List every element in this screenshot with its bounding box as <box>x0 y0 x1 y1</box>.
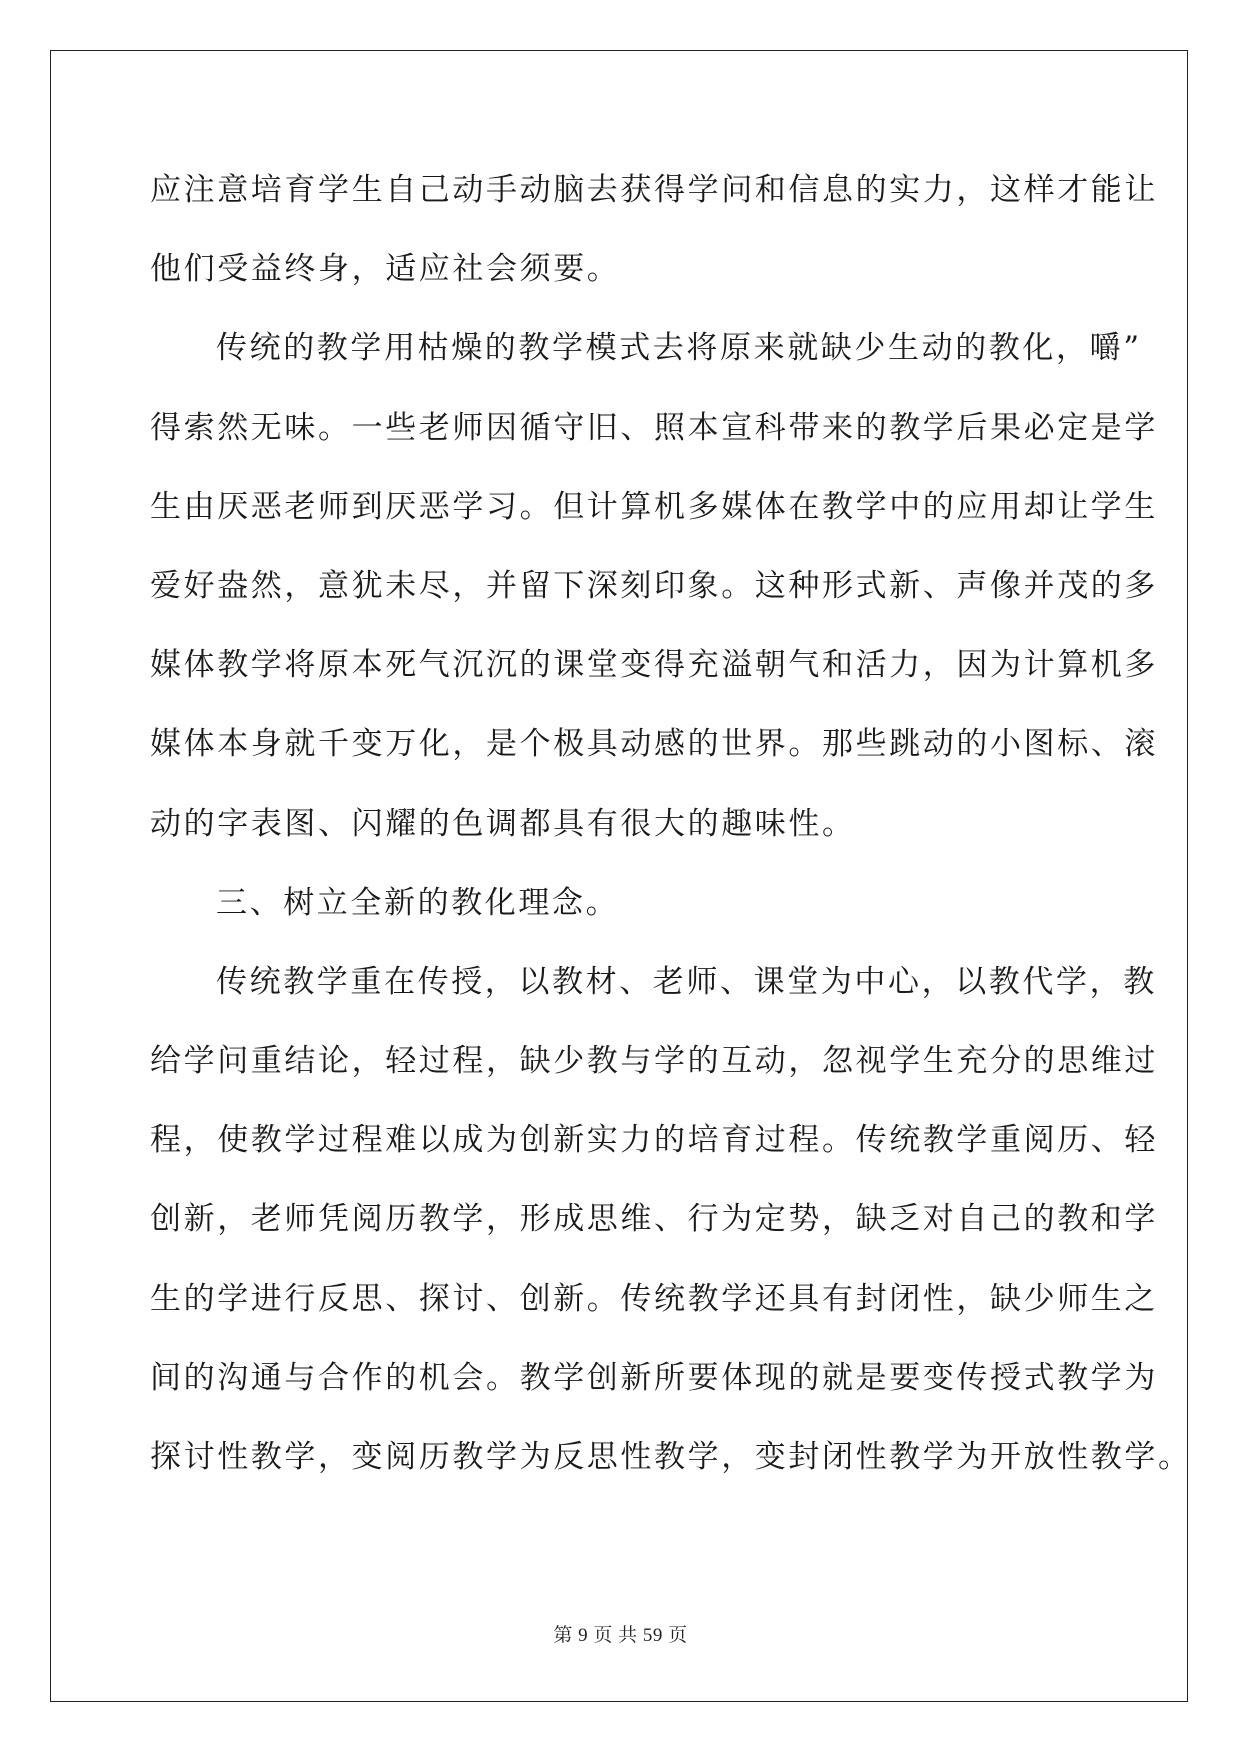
body-text <box>150 160 1192 1506</box>
text-line: 程，使教学过程难以成为创新实力的培育过程。传统教学重阅历、轻 <box>150 1122 1158 1159</box>
text-line: 传统教学重在传授，以教材、老师、课堂为中心，以教代学，教 <box>216 963 1157 1000</box>
text-line: 爱好盎然，意犹未尽，并留下深刻印象。这种形式新、声像并茂的多 <box>150 567 1158 604</box>
section-heading: 三、树立全新的教化理念。 <box>216 884 620 921</box>
text-line: 得索然无味。一些老师因循守旧、照本宣科带来的教学后果必定是学 <box>150 409 1158 446</box>
text-line: 探讨性教学，变阅历教学为反思性教学，变封闭性教学为开放性教学。 <box>150 1439 1192 1475</box>
text-line: 给学问重结论，轻过程，缺少教与学的互动，忽视学生充分的思维过 <box>150 1043 1158 1080</box>
text-line: 动的字表图、闪耀的色调都具有很大的趣味性。 <box>150 805 856 842</box>
text-line: 媒体本身就千变万化，是个极具动感的世界。那些跳动的小图标、滚 <box>150 726 1158 763</box>
page-number: 第 9 页 共 59 页 <box>553 1625 688 1646</box>
text-line: 创新，老师凭阅历教学，形成思维、行为定势，缺乏对自己的教和学 <box>150 1201 1158 1238</box>
text-line: 应注意培育学生自己动手动脑去获得学问和信息的实力，这样才能让 <box>150 172 1158 208</box>
text-line: 他们受益终身，适应社会须要。 <box>150 251 621 288</box>
text-line: 传统的教学用枯燥的教学模式去将原来就缺少生动的教化，嚼” <box>216 330 1142 367</box>
text-line: 间的沟通与合作的机会。教学创新所要体现的就是要变传授式教学为 <box>150 1359 1158 1396</box>
text-line: 生由厌恶老师到厌恶学习。但计算机多媒体在教学中的应用却让学生 <box>150 488 1158 525</box>
text-line: 生的学进行反思、探讨、创新。传统教学还具有封闭性，缺少师生之 <box>150 1280 1158 1317</box>
text-line: 媒体教学将原本死气沉沉的课堂变得充溢朝气和活力，因为计算机多 <box>150 647 1158 684</box>
